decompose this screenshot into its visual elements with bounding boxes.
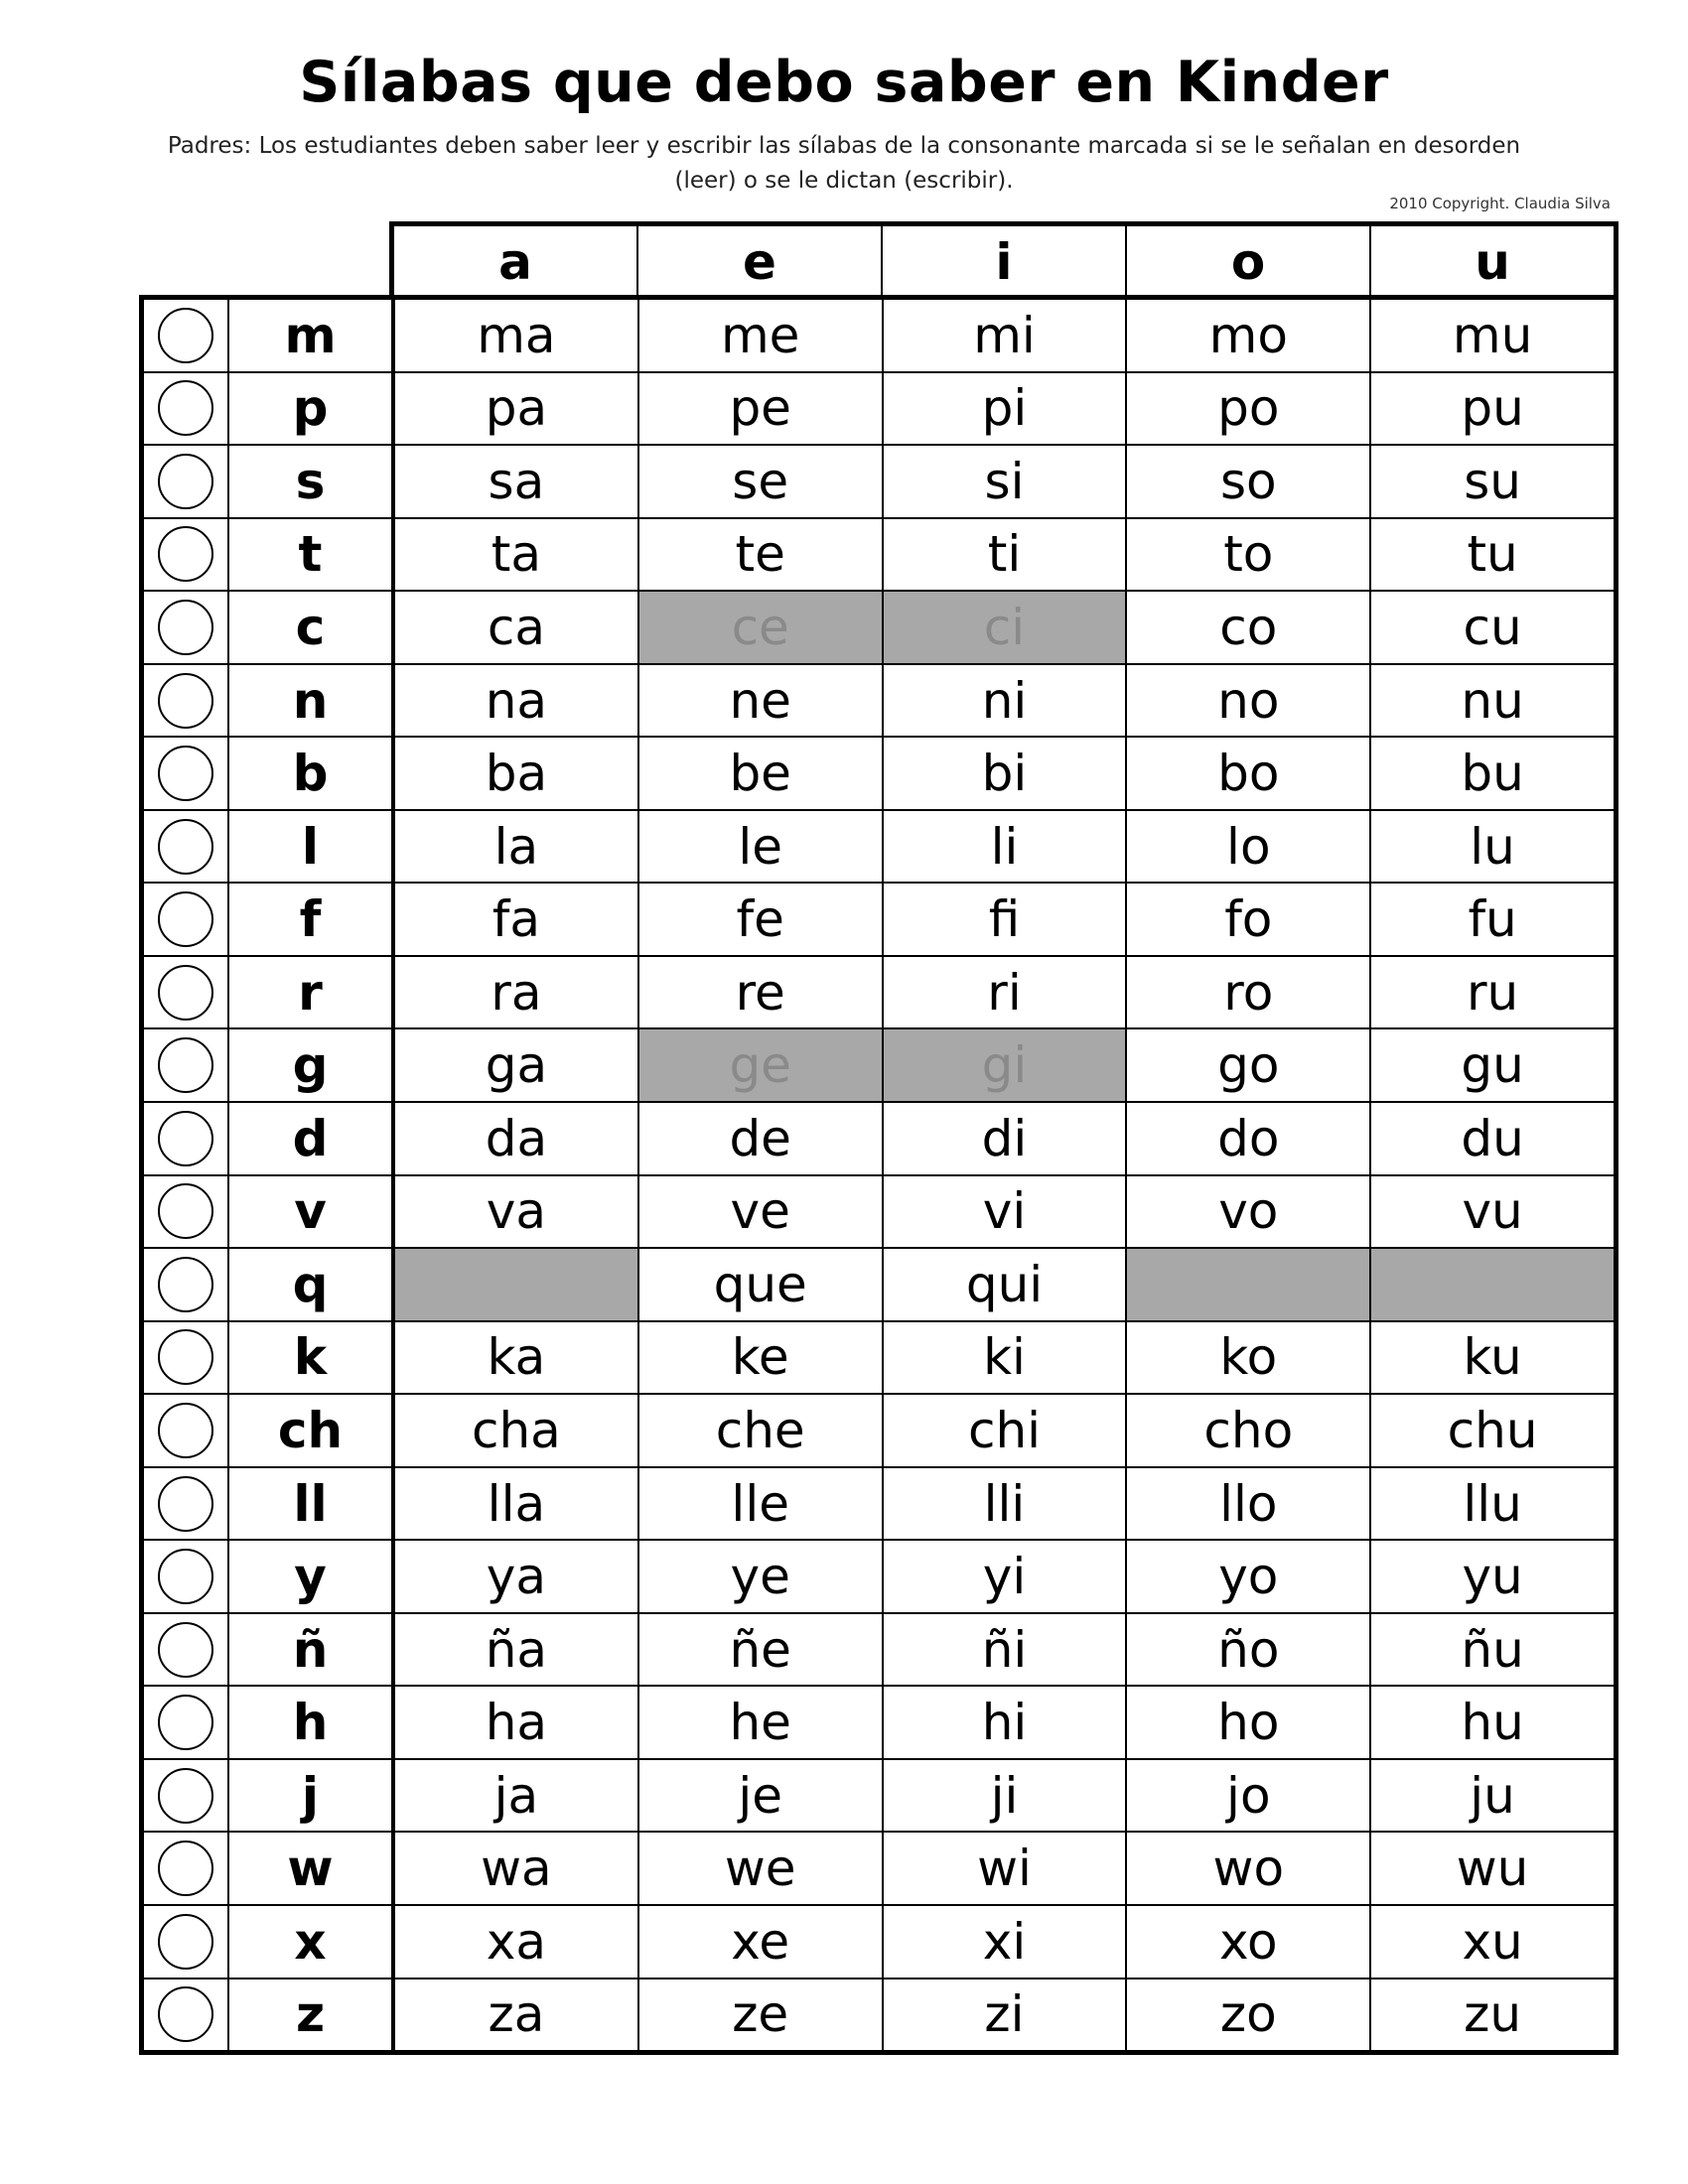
- syllable-cell: ja: [493, 1766, 539, 1825]
- syllable-cell: ya: [486, 1548, 547, 1606]
- syllable-cell: ño: [1125, 1614, 1369, 1686]
- syllable-cells: [395, 957, 1614, 1028]
- syllable-cell: lu: [1369, 811, 1614, 883]
- syllable-cell: wa: [481, 1840, 552, 1898]
- syllable-cell: jo: [1125, 1760, 1369, 1832]
- syllable-cell: he: [637, 1687, 882, 1758]
- syllable-cell: de: [637, 1103, 882, 1174]
- syllable-cell: ju: [1369, 1760, 1614, 1832]
- syllable-cell: ye: [637, 1541, 882, 1612]
- syllable-cell: du: [1369, 1103, 1614, 1174]
- check-circle[interactable]: [158, 1841, 213, 1896]
- syllable-cell: tu: [1369, 519, 1614, 591]
- syllable-cells: [395, 1760, 1614, 1832]
- syllable-cell: ro: [1125, 957, 1369, 1028]
- consonant-label: f: [229, 884, 395, 955]
- syllable-cell: pe: [637, 373, 882, 445]
- checkbox-cell: [144, 373, 229, 445]
- check-circle[interactable]: [158, 965, 213, 1021]
- syllable-cell: mi: [882, 300, 1126, 371]
- syllable-cell: ti: [882, 519, 1126, 591]
- syllable-cells: [395, 884, 1614, 955]
- table-row: [144, 444, 1614, 517]
- syllable-cell: po: [1125, 373, 1369, 445]
- syllable-cell: so: [1125, 446, 1369, 517]
- consonant-label: y: [229, 1541, 395, 1612]
- syllable-cell-shaded: ci: [882, 592, 1126, 663]
- consonant-label: v: [229, 1176, 395, 1248]
- syllable-cell: llu: [1369, 1468, 1614, 1540]
- consonant-label: t: [229, 519, 395, 591]
- checkbox-cell: [144, 1979, 229, 2051]
- syllable-cells: [395, 738, 1614, 809]
- checkbox-cell: [144, 1614, 229, 1686]
- syllable-cell: vo: [1125, 1176, 1369, 1248]
- syllable-cells: [395, 592, 1614, 663]
- syllable-cell: la: [493, 817, 539, 876]
- syllable-cell: ta: [491, 525, 542, 584]
- syllable-cell: ka: [487, 1328, 546, 1387]
- syllable-cell: ri: [882, 957, 1126, 1028]
- syllable-cell: ñi: [882, 1614, 1126, 1686]
- syllable-cells: [395, 1614, 1614, 1686]
- syllable-cell: da: [485, 1109, 548, 1167]
- consonant-label: q: [229, 1249, 395, 1320]
- consonant-label: b: [229, 738, 395, 809]
- syllable-cells: [395, 1833, 1614, 1904]
- syllable-cell: yu: [1369, 1541, 1614, 1612]
- syllable-cell: mo: [1125, 300, 1369, 371]
- syllable-cell: di: [882, 1103, 1126, 1174]
- syllable-cell: se: [637, 446, 882, 517]
- syllable-cell-shaded: [1369, 1249, 1614, 1320]
- syllable-cell: ve: [637, 1176, 882, 1248]
- check-circle[interactable]: [158, 1257, 213, 1312]
- vowel-header-o: o: [1125, 226, 1369, 297]
- syllable-cell: hi: [882, 1687, 1126, 1758]
- syllable-cell: lle: [637, 1468, 882, 1540]
- consonant-label: r: [229, 957, 395, 1028]
- instructions-text: Padres: Los estudiantes deben saber leer y escribir las sílabas de la consonante marcada si se le señalan en desorden (leer) o se le dictan (escribir).: [167, 133, 1521, 194]
- syllable-cell: xa: [486, 1912, 547, 1971]
- syllable-cells: [395, 1906, 1614, 1978]
- syllable-cell: ru: [1369, 957, 1614, 1028]
- syllable-cell: che: [637, 1395, 882, 1466]
- syllable-cell: qui: [882, 1249, 1126, 1320]
- checkbox-cell: [144, 1395, 229, 1466]
- consonant-label: z: [229, 1979, 395, 2051]
- vowel-header-u: u: [1369, 226, 1614, 297]
- syllable-cell: sa: [488, 452, 545, 510]
- table-row: [144, 1101, 1614, 1174]
- consonant-label: d: [229, 1103, 395, 1174]
- syllable-cells: [395, 1249, 1614, 1320]
- checkbox-cell: [144, 446, 229, 517]
- syllable-cell: fi: [882, 884, 1126, 955]
- syllable-cell: ñu: [1369, 1614, 1614, 1686]
- table-row: [144, 1758, 1614, 1832]
- syllable-cell-shaded: [1125, 1249, 1369, 1320]
- syllable-cell: re: [637, 957, 882, 1028]
- syllable-cell: le: [637, 811, 882, 883]
- table-row: [144, 1685, 1614, 1758]
- syllable-cell-shaded: ge: [637, 1029, 882, 1101]
- syllable-cells: [395, 1979, 1614, 2051]
- syllable-cell: do: [1125, 1103, 1369, 1174]
- checkbox-cell: [144, 1029, 229, 1101]
- syllable-cell: fe: [637, 884, 882, 955]
- table-row: [144, 517, 1614, 591]
- page-title: Sílabas que debo saber en Kinder: [299, 50, 1389, 115]
- syllable-cell: cha: [471, 1401, 561, 1459]
- syllable-cell: go: [1125, 1029, 1369, 1101]
- checkbox-cell: [144, 738, 229, 809]
- checkbox-cell: [144, 519, 229, 591]
- table-row: [144, 1978, 1614, 2051]
- syllable-cell: je: [637, 1760, 882, 1832]
- syllable-cell: ma: [477, 306, 556, 364]
- table-row: [144, 809, 1614, 883]
- syllable-cell: ke: [637, 1322, 882, 1394]
- table-row: [144, 955, 1614, 1028]
- vowel-header-a: a: [498, 232, 532, 291]
- checkbox-cell: [144, 592, 229, 663]
- consonant-label: h: [229, 1687, 395, 1758]
- syllable-cell: ko: [1125, 1322, 1369, 1394]
- table-row: [144, 1247, 1614, 1320]
- syllable-cell: xu: [1369, 1906, 1614, 1978]
- check-circle[interactable]: [158, 1183, 213, 1239]
- table-row: [144, 371, 1614, 445]
- consonant-label: m: [229, 300, 395, 371]
- syllable-cell: vu: [1369, 1176, 1614, 1248]
- vowel-header-e: e: [636, 226, 881, 297]
- consonant-label: j: [229, 1760, 395, 1832]
- syllable-cell: lli: [882, 1468, 1126, 1540]
- check-circle[interactable]: [158, 891, 213, 947]
- syllable-cell: li: [882, 811, 1126, 883]
- syllable-cell: ku: [1369, 1322, 1614, 1394]
- syllable-cell: va: [486, 1182, 547, 1241]
- syllable-cell: te: [637, 519, 882, 591]
- consonant-label: ll: [229, 1468, 395, 1540]
- check-circle[interactable]: [158, 308, 213, 363]
- syllable-cell: nu: [1369, 665, 1614, 737]
- syllable-cell: ze: [637, 1979, 882, 2051]
- consonant-label: c: [229, 592, 395, 663]
- syllable-cell: yo: [1125, 1541, 1369, 1612]
- table-row: [144, 590, 1614, 663]
- syllable-cell: ba: [485, 745, 548, 803]
- syllable-cell: gu: [1369, 1029, 1614, 1101]
- syllable-cell: za: [488, 1985, 545, 2044]
- syllable-cell: cho: [1125, 1395, 1369, 1466]
- check-circle[interactable]: [158, 1111, 213, 1166]
- syllable-cell: lo: [1125, 811, 1369, 883]
- syllable-cell: ji: [882, 1760, 1126, 1832]
- checkbox-cell: [144, 957, 229, 1028]
- syllable-cell: bo: [1125, 738, 1369, 809]
- syllable-cell: ho: [1125, 1687, 1369, 1758]
- checkbox-cell: [144, 300, 229, 371]
- table-row: [144, 1174, 1614, 1248]
- syllable-cells: [395, 1103, 1614, 1174]
- consonant-label: g: [229, 1029, 395, 1101]
- syllable-cell: ha: [485, 1694, 548, 1752]
- syllable-cell: vi: [882, 1176, 1126, 1248]
- syllable-cells: [395, 1322, 1614, 1394]
- syllable-cells: [395, 519, 1614, 591]
- checkbox-cell: [144, 1103, 229, 1174]
- syllable-cell: co: [1125, 592, 1369, 663]
- syllable-cell: wo: [1125, 1833, 1369, 1904]
- syllable-cell: na: [485, 671, 548, 730]
- vowel-header-row: [389, 221, 1618, 297]
- syllable-cell: wu: [1369, 1833, 1614, 1904]
- table-row: [144, 300, 1614, 371]
- consonant-label: w: [229, 1833, 395, 1904]
- syllable-cell: me: [637, 300, 882, 371]
- syllable-cell: ca: [487, 598, 545, 656]
- syllable-cell-shaded: ce: [637, 592, 882, 663]
- table-row: [144, 1831, 1614, 1904]
- syllable-cell: be: [637, 738, 882, 809]
- syllable-cells: [395, 1395, 1614, 1466]
- consonant-label: l: [229, 811, 395, 883]
- table-row: [144, 1612, 1614, 1686]
- syllable-cells: [395, 1176, 1614, 1248]
- checkbox-cell: [144, 1322, 229, 1394]
- table-row: [144, 1466, 1614, 1540]
- check-circle[interactable]: [158, 1549, 213, 1604]
- syllable-cell: fa: [492, 890, 541, 949]
- copyright-notice: 2010 Copyright. Claudia Silva: [1389, 195, 1611, 212]
- consonant-label: s: [229, 446, 395, 517]
- syllable-cells: [395, 1468, 1614, 1540]
- syllable-table: [139, 295, 1618, 2055]
- check-circle[interactable]: [158, 1914, 213, 1970]
- check-circle[interactable]: [158, 454, 213, 509]
- syllable-cell: ñe: [637, 1614, 882, 1686]
- table-row: [144, 736, 1614, 809]
- syllable-cells: [395, 373, 1614, 445]
- syllable-cell: lla: [487, 1474, 546, 1533]
- consonant-label: ñ: [229, 1614, 395, 1686]
- syllable-cell: zi: [882, 1979, 1126, 2051]
- syllable-cell: ki: [882, 1322, 1126, 1394]
- syllable-cell: pi: [882, 373, 1126, 445]
- checkbox-cell: [144, 1249, 229, 1320]
- checkbox-cell: [144, 1906, 229, 1978]
- check-circle[interactable]: [158, 1768, 213, 1824]
- syllable-cell: cu: [1369, 592, 1614, 663]
- syllable-cell: zo: [1125, 1979, 1369, 2051]
- checkbox-cell: [144, 1468, 229, 1540]
- syllable-cell-shaded: gi: [882, 1029, 1126, 1101]
- syllable-cell: xi: [882, 1906, 1126, 1978]
- syllable-cells: [395, 665, 1614, 737]
- check-circle[interactable]: [158, 1986, 213, 2042]
- syllable-cells: [395, 1687, 1614, 1758]
- syllable-cell: que: [637, 1249, 882, 1320]
- table-row: [144, 1320, 1614, 1394]
- check-circle[interactable]: [158, 600, 213, 655]
- checkbox-cell: [144, 811, 229, 883]
- syllable-cell: ni: [882, 665, 1126, 737]
- consonant-label: ch: [229, 1395, 395, 1466]
- checkbox-cell: [144, 1760, 229, 1832]
- check-circle[interactable]: [158, 526, 213, 582]
- check-circle[interactable]: [158, 746, 213, 801]
- syllable-cell: we: [637, 1833, 882, 1904]
- table-row: [144, 1904, 1614, 1978]
- syllable-cell: xe: [637, 1906, 882, 1978]
- check-circle[interactable]: [158, 819, 213, 875]
- table-row: [144, 1027, 1614, 1101]
- consonant-label: n: [229, 665, 395, 737]
- table-row: [144, 1393, 1614, 1466]
- check-circle[interactable]: [158, 380, 213, 436]
- consonant-label: k: [229, 1322, 395, 1394]
- syllable-cells: [395, 811, 1614, 883]
- check-circle[interactable]: [158, 673, 213, 729]
- syllable-cells: [395, 1541, 1614, 1612]
- syllable-cell: chu: [1369, 1395, 1614, 1466]
- syllable-cell: ra: [491, 963, 542, 1022]
- check-circle[interactable]: [158, 1476, 213, 1532]
- syllable-cell: fu: [1369, 884, 1614, 955]
- syllable-cell: fo: [1125, 884, 1369, 955]
- syllable-cell: pa: [485, 379, 548, 438]
- syllable-cells: [395, 446, 1614, 517]
- consonant-label: x: [229, 1906, 395, 1978]
- syllable-cell: su: [1369, 446, 1614, 517]
- checkbox-cell: [144, 1176, 229, 1248]
- syllable-cell: hu: [1369, 1687, 1614, 1758]
- check-circle[interactable]: [158, 1403, 213, 1458]
- checkbox-cell: [144, 1541, 229, 1612]
- syllable-cells: [395, 300, 1614, 371]
- check-circle[interactable]: [158, 1622, 213, 1678]
- checkbox-cell: [144, 665, 229, 737]
- syllable-cell: ga: [485, 1036, 548, 1095]
- syllable-cell: ña: [485, 1620, 548, 1679]
- syllable-cell: bi: [882, 738, 1126, 809]
- syllable-cells: [395, 1029, 1614, 1101]
- vowel-header-i: i: [881, 226, 1125, 297]
- syllable-cell: zu: [1369, 1979, 1614, 2051]
- table-row: [144, 1539, 1614, 1612]
- checkbox-cell: [144, 1687, 229, 1758]
- syllable-cell: pu: [1369, 373, 1614, 445]
- table-row: [144, 663, 1614, 737]
- check-circle[interactable]: [158, 1037, 213, 1093]
- table-row: [144, 882, 1614, 955]
- checkbox-cell: [144, 1833, 229, 1904]
- syllable-cell: si: [882, 446, 1126, 517]
- consonant-label: p: [229, 373, 395, 445]
- check-circle[interactable]: [158, 1695, 213, 1750]
- syllable-cell: to: [1125, 519, 1369, 591]
- syllable-cell: yi: [882, 1541, 1126, 1612]
- syllable-cell-shaded: [395, 1249, 637, 1320]
- syllable-cell: ne: [637, 665, 882, 737]
- syllable-cell: no: [1125, 665, 1369, 737]
- checkbox-cell: [144, 884, 229, 955]
- syllable-cell: chi: [882, 1395, 1126, 1466]
- check-circle[interactable]: [158, 1329, 213, 1385]
- syllable-cell: llo: [1125, 1468, 1369, 1540]
- syllable-cell: xo: [1125, 1906, 1369, 1978]
- syllable-cell: bu: [1369, 738, 1614, 809]
- syllable-cell: mu: [1369, 300, 1614, 371]
- syllable-cell: wi: [882, 1833, 1126, 1904]
